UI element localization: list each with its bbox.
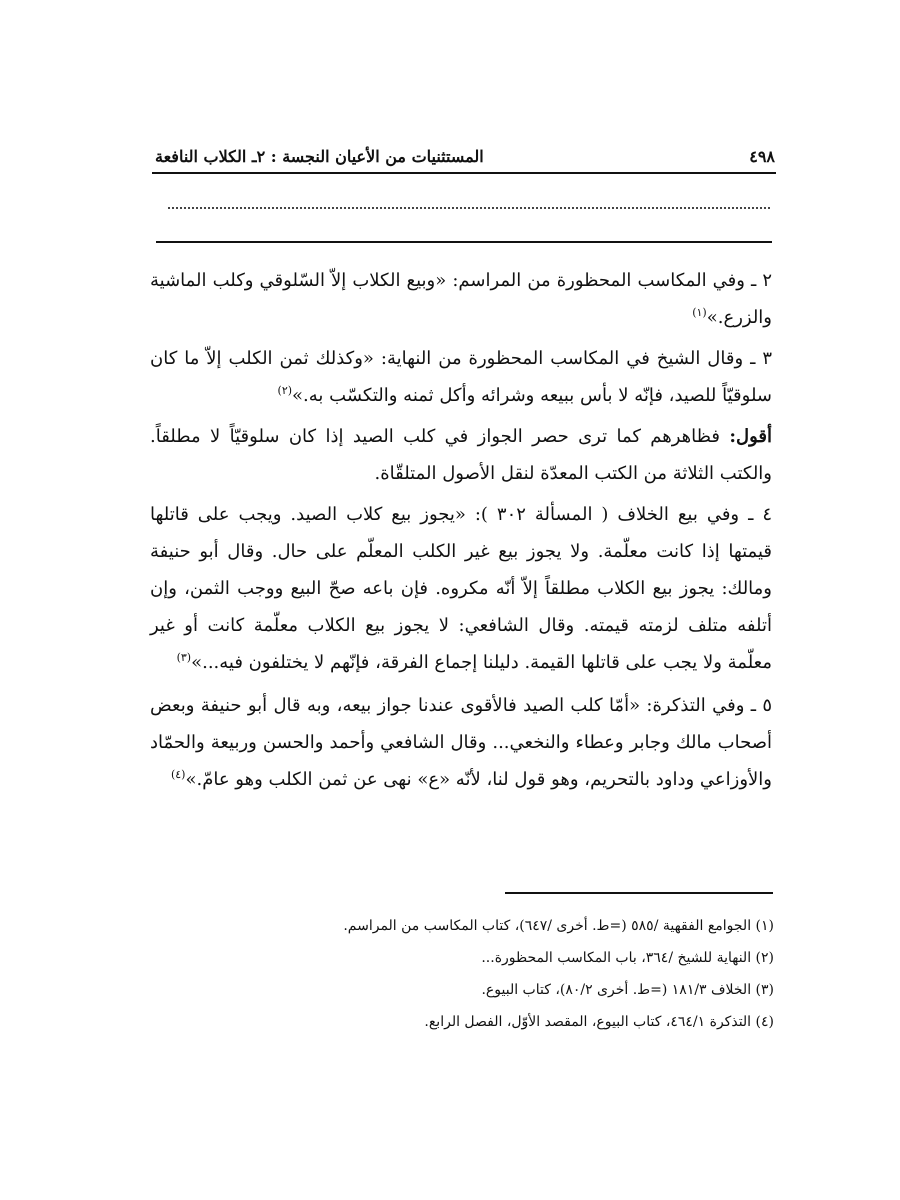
paragraph-text: فظاهرهم كما ترى حصر الجواز في كلب الصيد إذا كان سلوقيّاً لا مطلقاً. والكتب الثلاثة من الكتب المعدّة لنقل الأصول المتلقّاة. (150, 426, 772, 484)
footnote-ref: (١) (692, 306, 707, 319)
footnote-ref: (٣) (176, 651, 192, 664)
page-header (155, 130, 775, 166)
paragraph (150, 687, 772, 798)
paragraph (150, 340, 772, 414)
page-number: ٤٩٨ (749, 147, 775, 166)
header-rule (152, 172, 776, 174)
paragraph-text: ٣ ـ وقال الشيخ في المكاسب المحظورة من النهاية: «وكذلك ثمن الكلب إلاّ ما كان سلوقيّاً للصيد، فإنّه لا بأس ببيعه وشرائه وأكل ثمنه والتكسّب به.» (150, 348, 772, 406)
footnote-ref: (٢) (277, 384, 293, 397)
footnote: (٤) التذكرة ٤٦٤/١، كتاب البيوع، المقصد الأوّل، الفصل الرابع. (424, 1014, 774, 1030)
paragraph-text: ٤ ـ وفي بيع الخلاف ( المسألة ٣٠٢ ): «يجوز بيع كلاب الصيد. ويجب على قاتلها قيمتها إذا كانت معلّمة. ولا يجوز بيع غير الكلب المعلّم على حال. وقال أبو حنيفة ومالك: يجوز بيع الكلاب مطلقاً إلاّ أنّه مكروه. فإن باعه صحّ البيع ووجب الثمن، وإن أتلفه متلف لزمته قيمته. وقال الشافعي: لا يجوز بيع الكلاب معلّمة كانت أو غير معلّمة ولا يجب على قاتلها القيمة. دليلنا إجماع الفرقة، فإنّهم لا يختلفون فيه...» (150, 504, 772, 673)
footnote-ref: (٤) (170, 768, 186, 781)
paragraph (150, 262, 772, 336)
paragraph (150, 418, 772, 492)
paragraph-text: ٥ ـ وفي التذكرة: «أمّا كلب الصيد فالأقوى عندنا جواز بيعه، وبه قال أبو حنيفة وبعض أصحاب مالك وجابر وعطاء والنخعي... وقال الشافعي وأحمد والحسن وربيعة والحمّاد والأوزاعي وداود بالتحريم، وهو قول لنا، لأنّه «ع» نهى عن ثمن الكلب وهو عامّ.» (150, 695, 772, 790)
footnote: (١) الجوامع الفقهية /٥٨٥ (=ط. أخرى /٦٤٧)، كتاب المكاسب من المراسم. (343, 918, 774, 934)
footnote-rule (505, 892, 773, 894)
paragraph-lead: أقول: (729, 426, 772, 447)
section-rule (156, 241, 772, 243)
footnotes (150, 910, 774, 1038)
dotted-separator (168, 207, 770, 209)
paragraph-text: ٢ ـ وفي المكاسب المحظورة من المراسم: «وبيع الكلاب إلاّ السّلوقي وكلب الماشية والزرع.» (150, 270, 772, 328)
footnote: (٣) الخلاف ١٨١/٣ (=ط. أخرى ٨٠/٢)، كتاب البيوع. (481, 982, 774, 998)
footnote: (٢) النهاية للشيخ /٣٦٤، باب المكاسب المحظورة... (481, 950, 774, 966)
paragraph (150, 496, 772, 681)
running-title: المستثنيات من الأعيان النجسة : ٢ـ الكلاب النافعة (155, 147, 484, 166)
main-text (150, 262, 772, 802)
